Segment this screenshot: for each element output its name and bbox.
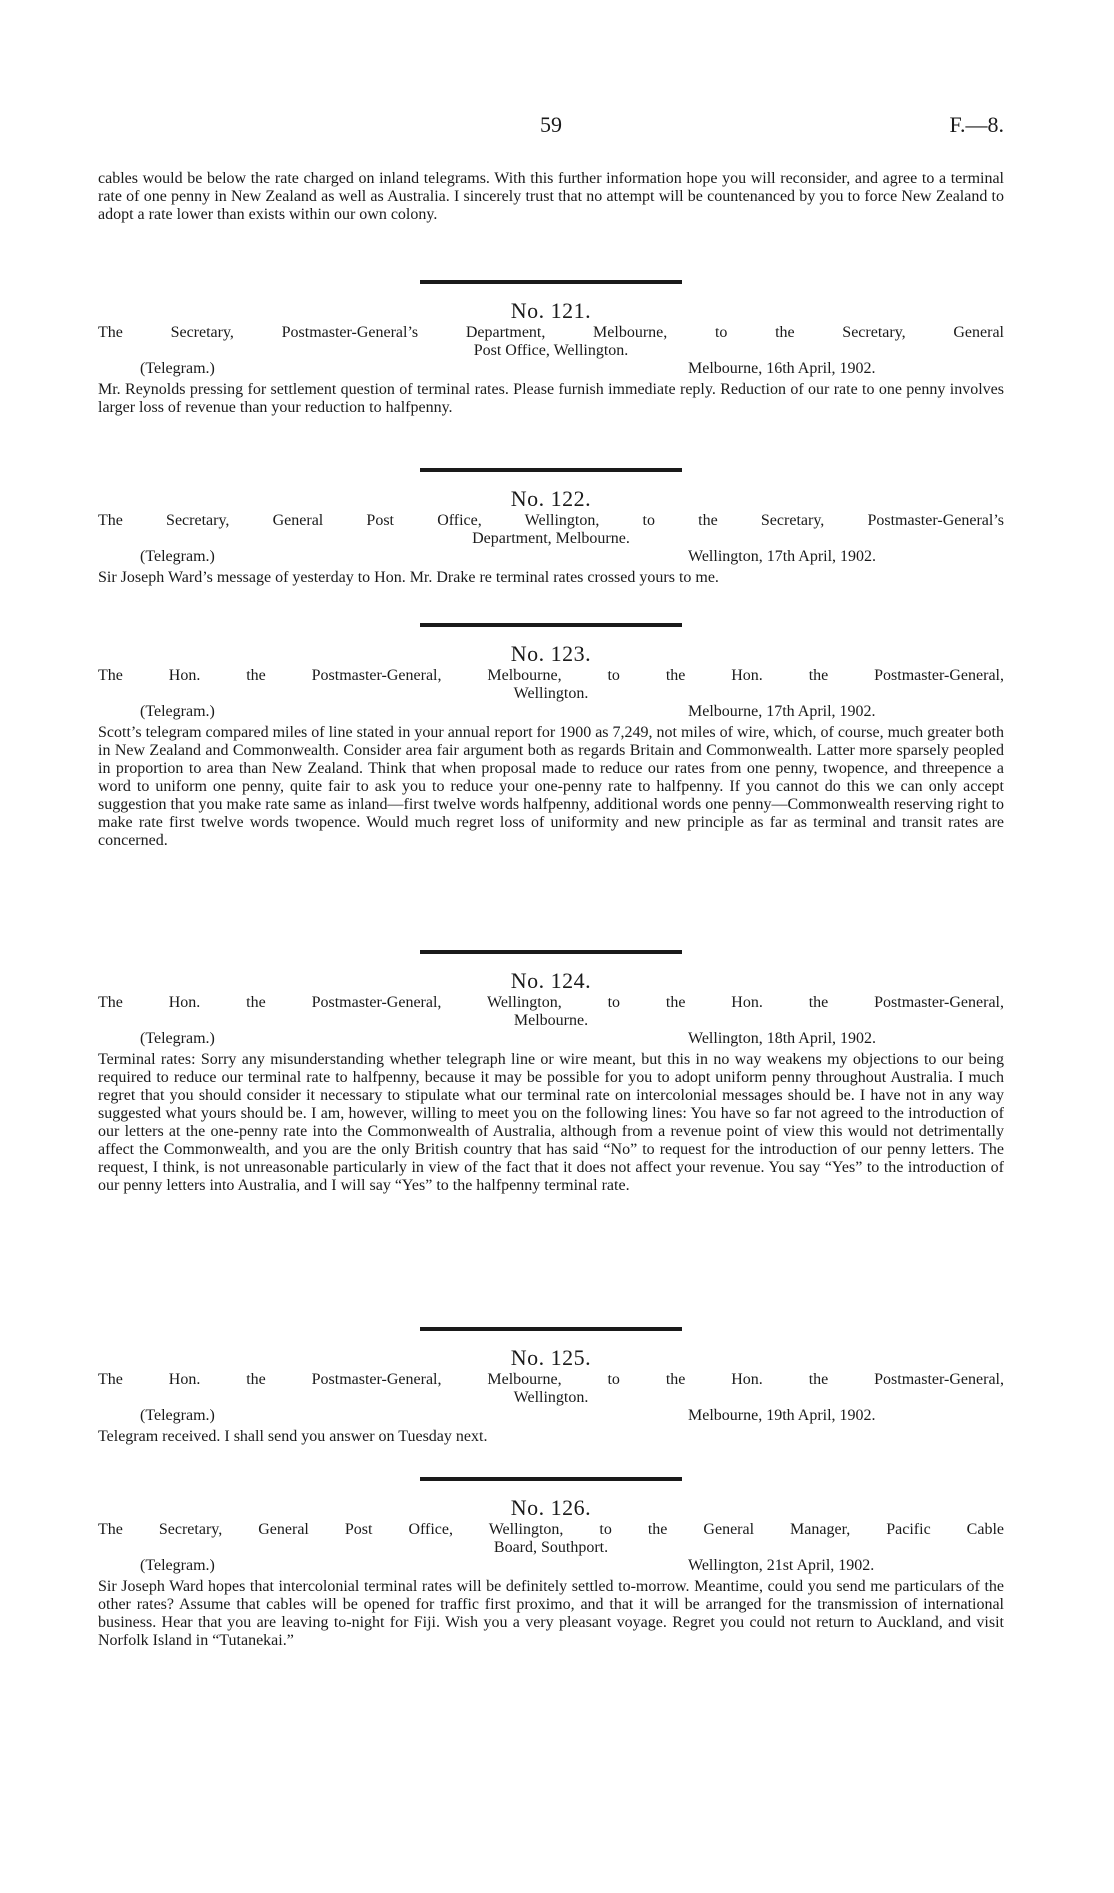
page-number: 59 (540, 112, 562, 137)
item-date: Melbourne, 16th April, 1902. (688, 360, 876, 377)
item-type: (Telegram.) (140, 703, 215, 720)
continuation-paragraph (98, 170, 1004, 224)
item-body: Terminal rates: Sorry any misunderstanding whether telegraph line or wire meant, but this in no way weakens my objections to our being required to reduce our terminal rate to halfpenny, because it may be possible for you to adopt uniform penny throughout Australia. I much regret that you should consider it necessary to stipulate what our terminal rate on intercolonial messages should be. I have not in any way suggested what yours should be. I am, however, willing to meet you on the following lines: You have so far not agreed to the introduction of our letters at the one-penny rate into the Commonwealth of Australia, although from a revenue point of view this would not detrimentally affect the Commonwealth, and you are the only British country that has said “No” to request for the introduction of our penny letters. The request, I think, is not unreasonable particularly in view of the fact that it does not affect your revenue. You say “Yes” to the introduction of our penny letters into Australia, and I will say “Yes” to the halfpenny terminal rate. (98, 1050, 1004, 1194)
section-rule (420, 280, 682, 284)
section-rule (420, 1327, 682, 1331)
item-address: The Hon. the Postmaster-General, Melbourne, to the Hon. the Postmaster-General, (98, 667, 1004, 684)
item-address-cont: Department, Melbourne. (472, 530, 630, 547)
item-type: (Telegram.) (140, 548, 215, 565)
item-meta (98, 703, 1004, 724)
item-meta (98, 360, 1004, 381)
item-meta (98, 1557, 1004, 1578)
item-type: (Telegram.) (140, 360, 215, 377)
item-heading: No. 126. (510, 1495, 592, 1520)
document-item-121 (98, 280, 1004, 417)
item-type: (Telegram.) (140, 1557, 215, 1574)
document-item-123 (98, 623, 1004, 850)
item-heading: No. 122. (510, 486, 592, 511)
item-address: The Secretary, General Post Office, Wellington, to the Secretary, Postmaster-General’s (98, 512, 1004, 529)
item-address-cont: Wellington. (513, 685, 589, 702)
item-date: Wellington, 17th April, 1902. (688, 548, 877, 565)
item-date: Wellington, 18th April, 1902. (688, 1030, 877, 1047)
document-reference: F.—8. (949, 112, 1004, 137)
item-body: Sir Joseph Ward’s message of yesterday to Hon. Mr. Drake re terminal rates crossed yours to me. (98, 568, 719, 586)
item-address-cont: Post Office, Wellington. (473, 342, 629, 359)
item-address-cont: Board, Southport. (493, 1539, 609, 1556)
page-header (0, 112, 1114, 142)
item-body: Scott’s telegram compared miles of line stated in your annual report for 1900 as 7,249, not miles of wire, which, of course, much greater both in New Zealand and Commonwealth. Consider area fair argument both as regards Britain and Commonwealth. Latter more sparsely peopled in proportion to area than New Zealand. Think that when proposal made to reduce our rates from one penny, twopence, and threepence a word to uniform one penny, quite fair to ask you to reduce your one-penny rate to halfpenny. If you cannot do this we can only accept suggestion that you make rate same as inland—first twelve words halfpenny, additional words one penny—Commonwealth reserving right to make rate first twelve words twopence. Would much regret loss of uniformity and new principle as far as terminal and transit rates are concerned. (98, 723, 1004, 849)
item-body: Mr. Reynolds pressing for settlement question of terminal rates. Please furnish immediate reply. Reduction of our rate to one penny involves larger loss of revenue than your reduction to halfpenny. (98, 380, 1004, 416)
item-date: Wellington, 21st April, 1902. (688, 1557, 875, 1574)
document-item-125 (98, 1327, 1004, 1446)
document-item-126 (98, 1477, 1004, 1650)
item-heading: No. 121. (510, 298, 592, 323)
item-address: The Secretary, General Post Office, Wellington, to the General Manager, Pacific Cable (98, 1521, 1004, 1538)
item-date: Melbourne, 17th April, 1902. (688, 703, 876, 720)
item-body: Telegram received. I shall send you answer on Tuesday next. (98, 1427, 488, 1445)
item-type: (Telegram.) (140, 1407, 215, 1424)
section-rule (420, 1477, 682, 1481)
item-address: The Secretary, Postmaster-General’s Department, Melbourne, to the Secretary, General (98, 324, 1004, 341)
continuation-text: cables would be below the rate charged on inland telegrams. With this further information hope you will reconsider, and agree to a terminal rate of one penny in New Zealand as well as Australia. I sincerely trust that no attempt will be countenanced by you to force New Zealand to adopt a rate lower than exists within our own colony. (98, 170, 1004, 223)
item-meta (98, 1407, 1004, 1428)
item-address-cont: Wellington. (513, 1389, 589, 1406)
item-heading: No. 123. (510, 641, 592, 666)
section-rule (420, 623, 682, 627)
section-rule (420, 468, 682, 472)
item-type: (Telegram.) (140, 1030, 215, 1047)
item-heading: No. 124. (510, 968, 592, 993)
document-item-124 (98, 950, 1004, 1195)
item-heading: No. 125. (510, 1345, 592, 1370)
item-address-cont: Melbourne. (513, 1012, 589, 1029)
document-item-122 (98, 468, 1004, 587)
item-meta (98, 548, 1004, 569)
section-rule (420, 950, 682, 954)
item-date: Melbourne, 19th April, 1902. (688, 1407, 876, 1424)
item-body: Sir Joseph Ward hopes that intercolonial terminal rates will be definitely settled to-morrow. Meantime, could you send me particulars of the other rates? Assume that cables will be opened for traffic first proximo, and that it will be arranged for the transmission of international business. Hear that you are leaving to-night for Fiji. Wish you a very pleasant voyage. Regret you could not return to Auckland, and visit Norfolk Island in “Tutanekai.” (98, 1577, 1004, 1649)
item-address: The Hon. the Postmaster-General, Wellington, to the Hon. the Postmaster-General, (98, 994, 1004, 1011)
item-meta (98, 1030, 1004, 1051)
item-address: The Hon. the Postmaster-General, Melbourne, to the Hon. the Postmaster-General, (98, 1371, 1004, 1388)
